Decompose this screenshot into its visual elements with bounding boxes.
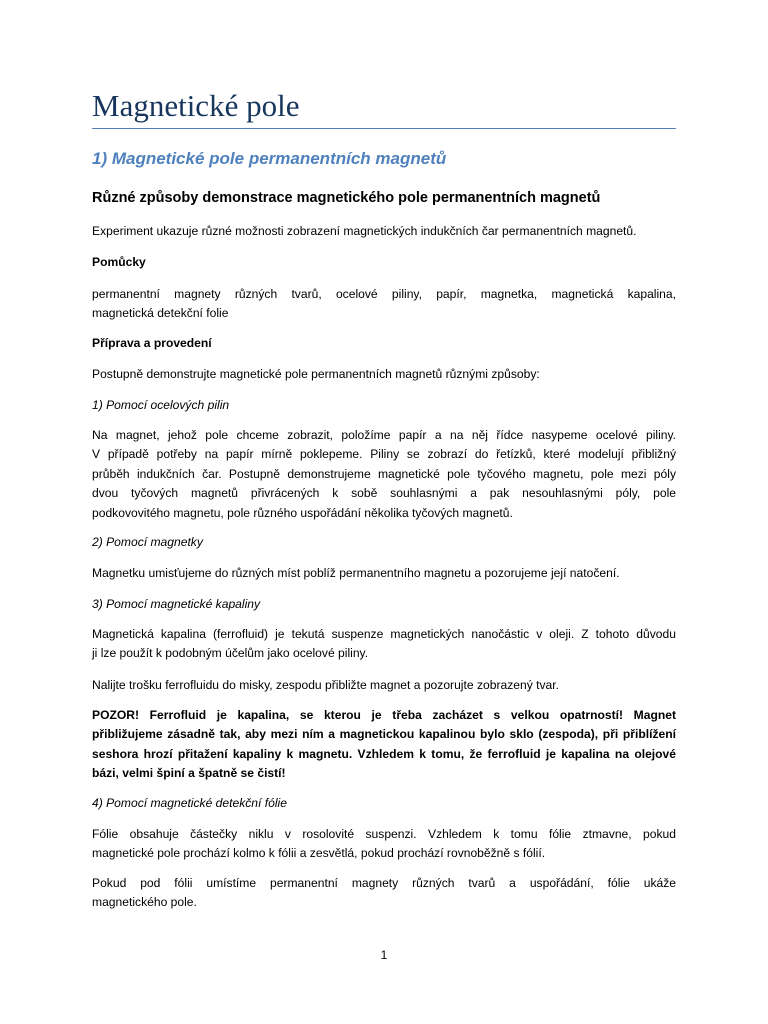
- section-heading: 1) Magnetické pole permanentních magnetů: [92, 149, 447, 168]
- method3-line: ji lze použít k podobným účelům jako ocelové piliny.: [92, 646, 369, 661]
- prep-heading: Příprava a provedení: [92, 336, 212, 350]
- method3-paragraph: [92, 625, 676, 664]
- method1-line: podkovovitého magnetu, pole různého uspořádání několika tyčových magnetů.: [92, 505, 513, 520]
- subsection-heading: Různé způsoby demonstrace magnetického pole permanentních magnetů: [92, 190, 601, 206]
- method3-heading: 3) Pomocí magnetické kapaliny: [92, 597, 261, 611]
- warning-line: přibližujeme zásadně tak, aby mezi ním a magnetickou kapalinou bylo sklo (zespoda), při přiblížení: [92, 727, 676, 742]
- warning-line: seshora hrozí přitažení kapaliny k magnetu. Vzhledem k tomu, že ferrofluid je kapalina na olejové: [92, 746, 676, 761]
- method4-line: Fólie obsahuje částečky niklu v rosolovité suspenzi. Vzhledem k tomu fólie ztmavne, pokud: [92, 827, 676, 841]
- document-page: [92, 0, 676, 1024]
- method4-paragraph: [92, 825, 676, 864]
- tools-line: permanentní magnety různých tvarů, ocelové piliny, papír, magnetka, magnetická kapalina,: [92, 287, 676, 301]
- method1-paragraph: [92, 426, 676, 523]
- prep-paragraph: Postupně demonstrujte magnetické pole permanentních magnetů různými způsoby:: [92, 367, 540, 381]
- tools-line: magnetická detekční folie: [92, 306, 229, 321]
- method3-line: Magnetická kapalina (ferrofluid) je tekutá suspenze magnetických nanočástic v oleji. Z tohoto důvodu: [92, 627, 676, 641]
- method4-extra-line: Pokud pod fólii umístíme permanentní magnety různých tvarů a uspořádání, fólie ukáže: [92, 876, 676, 890]
- method1-heading: 1) Pomocí ocelových pilin: [92, 398, 230, 412]
- method1-line: V případě potřeby na papír mírně poklepeme. Piliny se zobrazí do řetízků, které modelují přibližný: [92, 447, 676, 462]
- method4-line: magnetické pole prochází kolmo k fólii a zesvětlá, pokud prochází rovnoběžně s fólií.: [92, 846, 546, 861]
- page-number: 1: [380, 948, 388, 962]
- document-title: Magnetické pole: [92, 88, 300, 123]
- tools-paragraph: [92, 285, 676, 324]
- intro-paragraph: Experiment ukazuje různé možnosti zobrazení magnetických indukčních čar permanentních magnetů.: [92, 224, 637, 238]
- method4-extra-line: magnetického pole.: [92, 895, 197, 910]
- method1-line: dvou tyčových magnetů přivrácených k sobě souhlasnými a pak nesouhlasnými póly, pole: [92, 486, 676, 501]
- method3-instruction: Nalijte trošku ferrofluidu do misky, zespodu přibližte magnet a pozorujte zobrazený tvar.: [92, 678, 559, 692]
- warning-line: bázi, velmi špiní a špatně se čistí!: [92, 766, 286, 781]
- method1-line: Na magnet, jehož pole chceme zobrazit, položíme papír a na něj řídce nasypeme ocelové piliny.: [92, 428, 676, 442]
- title-underline: [92, 128, 676, 129]
- tools-heading: Pomůcky: [92, 255, 146, 269]
- method2-heading: 2) Pomocí magnetky: [92, 535, 203, 549]
- warning-line: POZOR! Ferrofluid je kapalina, se kterou je třeba zacházet s velkou opatrností! Magnet: [92, 708, 676, 722]
- warning-paragraph: [92, 706, 676, 784]
- method2-paragraph: Magnetku umisťujeme do různých míst poblíž permanentního magnetu a pozorujeme její natočení.: [92, 566, 620, 580]
- method4-heading: 4) Pomocí magnetické detekční fólie: [92, 796, 287, 810]
- method4-extra-paragraph: [92, 874, 676, 913]
- method1-line: průběh indukčních čar. Postupně demonstrujeme magnetické pole tyčového magnetu, pole mezi póly: [92, 466, 676, 481]
